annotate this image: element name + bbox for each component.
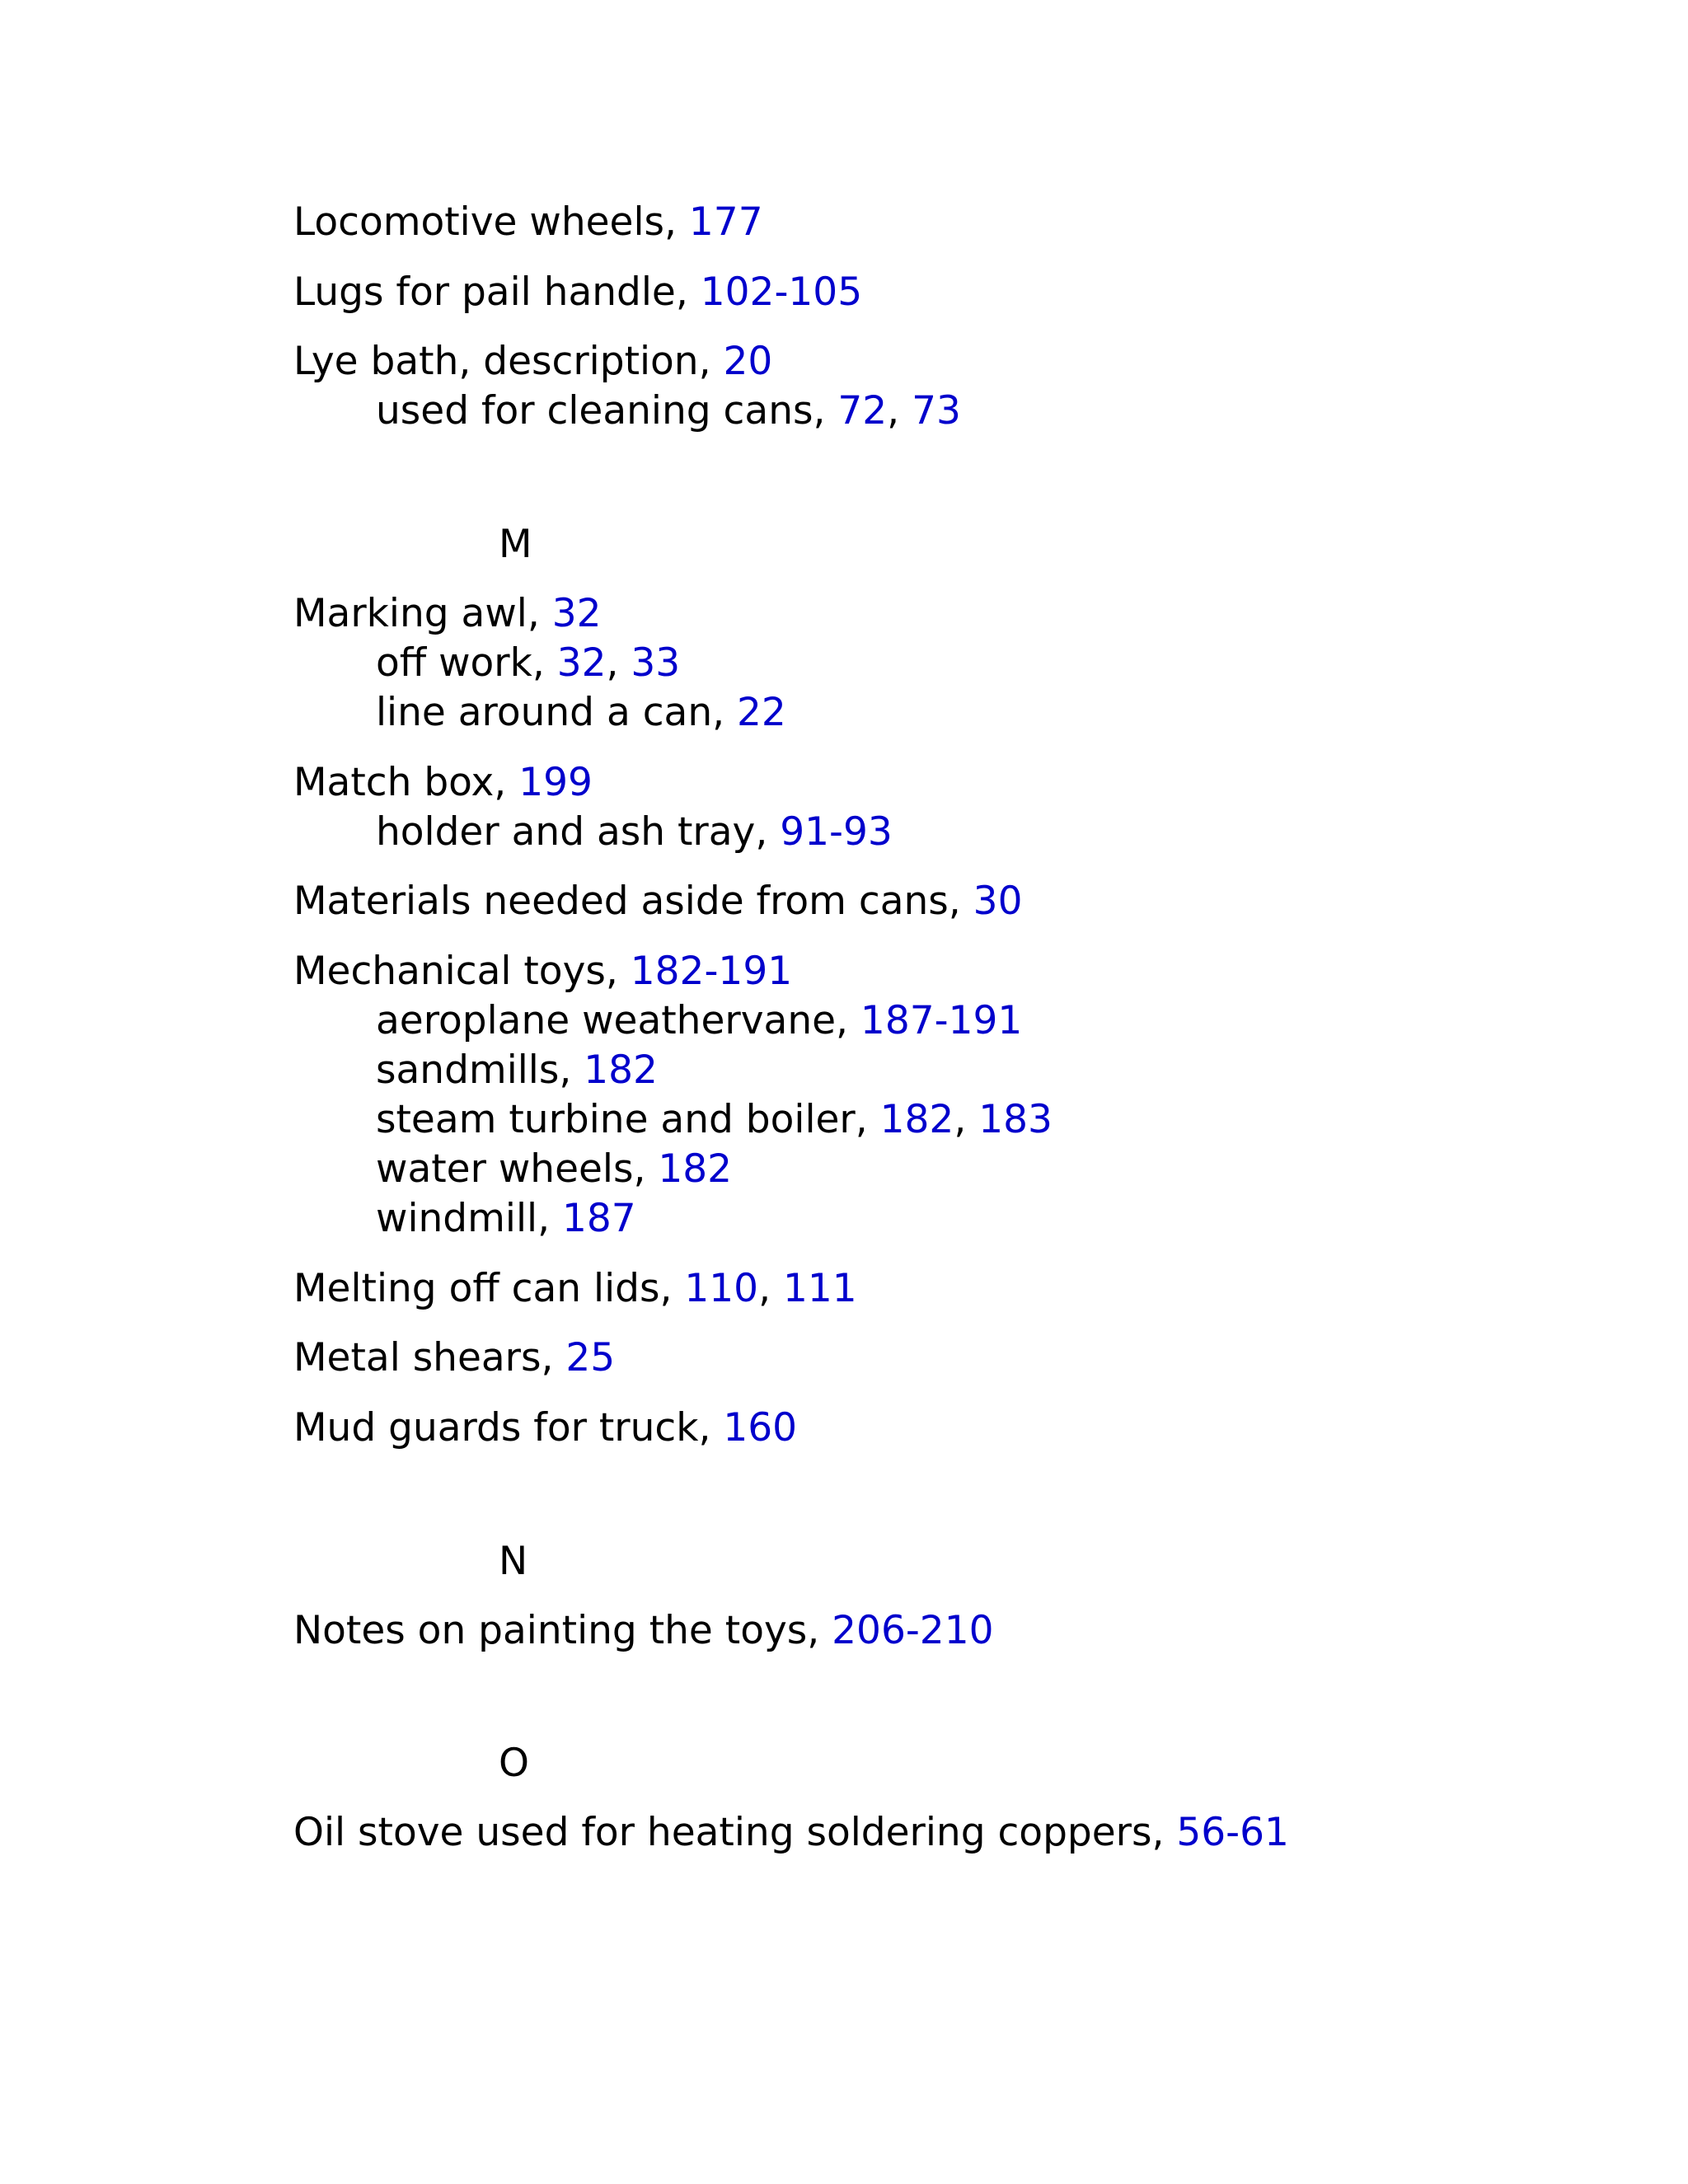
page-link[interactable]: 160 — [723, 1405, 798, 1451]
section-letter: M — [499, 522, 532, 567]
entry-text: aeroplane weathervane, — [376, 998, 860, 1043]
page-link[interactable]: 32 — [551, 591, 602, 636]
index-entry — [293, 268, 862, 317]
entry-text: Marking awl, — [293, 591, 552, 636]
index-subentry — [376, 639, 680, 688]
page-link[interactable]: 20 — [723, 339, 773, 384]
separator: , — [954, 1097, 979, 1142]
entry-text: windmill, — [376, 1196, 562, 1241]
page-link[interactable]: 102-105 — [700, 269, 863, 315]
index-entry — [293, 1333, 615, 1383]
entry-text: Materials needed aside from cans, — [293, 879, 973, 924]
separator: , — [606, 640, 631, 686]
entry-text: Lugs for pail handle, — [293, 269, 701, 315]
index-entry — [293, 589, 602, 639]
entry-text: Mud guards for truck, — [293, 1405, 724, 1451]
page-link[interactable]: 30 — [973, 879, 1023, 924]
page-link[interactable]: 182 — [584, 1047, 658, 1093]
page-link[interactable]: 22 — [737, 690, 786, 735]
entry-text: line around a can, — [376, 690, 738, 735]
page-link[interactable]: 110 — [684, 1266, 759, 1311]
entry-text: used for cleaning cans, — [376, 388, 838, 434]
page-link[interactable]: 33 — [631, 640, 681, 686]
separator: , — [758, 1266, 783, 1311]
index-entry — [293, 758, 593, 808]
entry-text: Melting off can lids, — [293, 1266, 685, 1311]
page-link[interactable]: 182-191 — [630, 949, 793, 994]
page-link[interactable]: 187 — [561, 1196, 636, 1241]
entry-text: Metal shears, — [293, 1335, 566, 1380]
entry-text: sandmills, — [376, 1047, 584, 1093]
page-link[interactable]: 183 — [978, 1097, 1053, 1142]
page-link[interactable]: 187-191 — [860, 998, 1023, 1043]
page-link[interactable]: 177 — [688, 199, 763, 245]
entry-text: Match box, — [293, 760, 519, 805]
index-entry — [293, 877, 1022, 926]
index-entry — [293, 1606, 994, 1656]
entry-text: Locomotive wheels, — [293, 199, 689, 245]
separator: , — [887, 388, 912, 434]
page-link[interactable]: 206-210 — [832, 1608, 994, 1653]
page-link[interactable]: 199 — [518, 760, 593, 805]
entry-text: Mechanical toys, — [293, 949, 631, 994]
entry-text: holder and ash tray, — [376, 809, 781, 855]
entry-text: steam turbine and boiler, — [376, 1097, 880, 1142]
index-subentry — [376, 1095, 1053, 1145]
index-entry — [293, 947, 792, 996]
entry-text: Oil stove used for heating soldering coppers, — [293, 1810, 1177, 1855]
entry-text: water wheels, — [376, 1146, 659, 1192]
index-subentry — [376, 387, 961, 436]
index-subentry — [376, 1046, 658, 1095]
section-letter: N — [499, 1539, 528, 1584]
index-entry — [293, 1264, 857, 1314]
page-link[interactable]: 32 — [556, 640, 607, 686]
page-link[interactable]: 111 — [782, 1266, 857, 1311]
entry-text: Notes on painting the toys, — [293, 1608, 832, 1653]
index-subentry — [376, 1194, 636, 1244]
page-link[interactable]: 56-61 — [1176, 1810, 1289, 1855]
page-link[interactable]: 25 — [565, 1335, 616, 1380]
index-entry — [293, 337, 772, 387]
index-entry — [293, 1808, 1289, 1858]
page-link[interactable]: 73 — [912, 388, 961, 434]
page-link[interactable]: 182 — [658, 1146, 733, 1192]
page-link[interactable]: 91-93 — [780, 809, 893, 855]
index-subentry — [376, 808, 893, 857]
index-subentry — [376, 1145, 732, 1194]
page-link[interactable]: 182 — [879, 1097, 954, 1142]
index-subentry — [376, 996, 1022, 1046]
entry-text: off work, — [376, 640, 557, 686]
page-link[interactable]: 72 — [837, 388, 888, 434]
index-entry — [293, 1404, 797, 1453]
index-entry — [293, 198, 763, 247]
section-letter: O — [499, 1741, 529, 1786]
entry-text: Lye bath, description, — [293, 339, 724, 384]
index-subentry — [376, 688, 786, 738]
